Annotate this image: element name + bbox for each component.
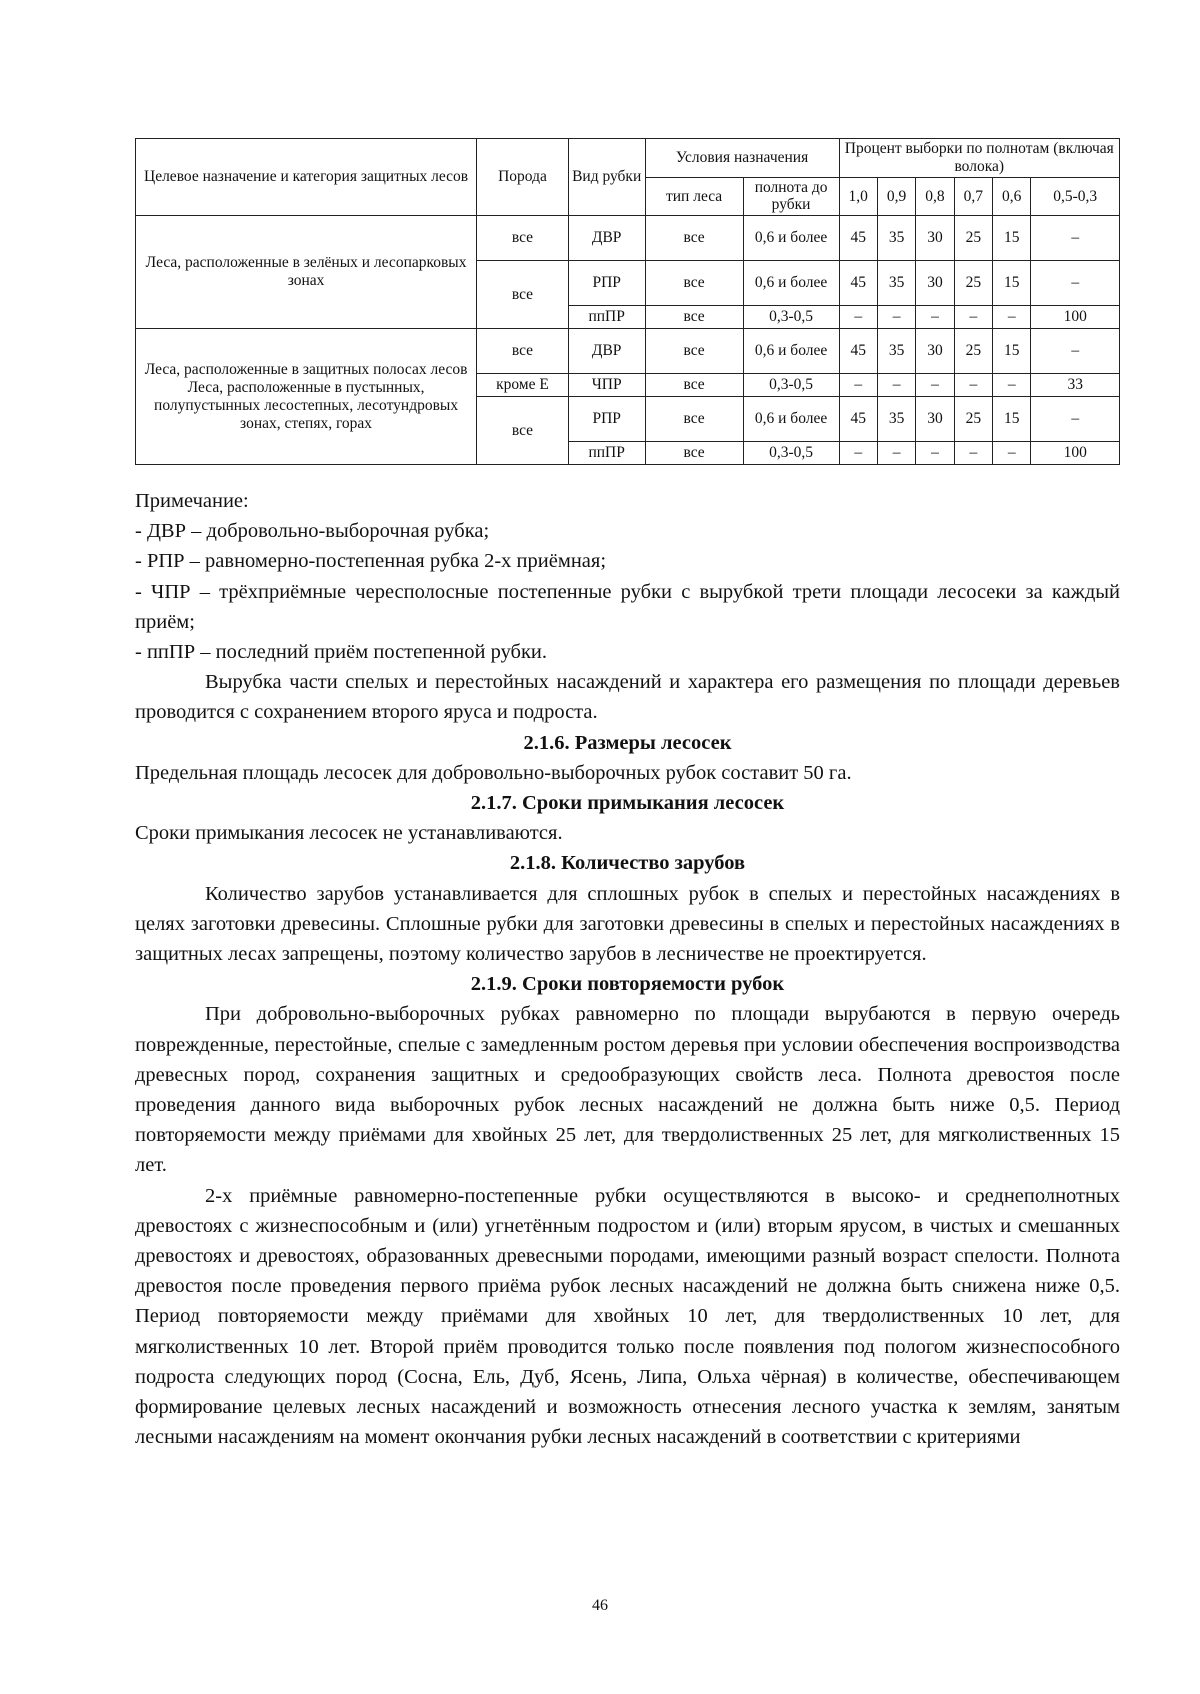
cell-value: 15 <box>993 329 1031 374</box>
cell-value: – <box>954 442 992 465</box>
cell-value: 15 <box>993 397 1031 442</box>
paragraph-2-1-8: Количество зарубов устанавливается для сплошных рубок в спелых и перестойных насаждениях в целях заготовки древесины. Сплошные рубки для заготовки древесины в спелых и перестойных насаждениях в защитных лесах запрещены, поэтому количество зарубов в лесничестве не проектируется. <box>135 882 1120 966</box>
cell-density: 0,6 и более <box>743 261 839 306</box>
note-dvr: - ДВР – добровольно-выборочная рубка; <box>135 520 490 543</box>
cell-type: все <box>645 329 743 374</box>
paragraph-2-1-9-a: При добровольно-выборочных рубках равномерно по площади вырубаются в первую очередь поврежденные, перестойные, спелые с замедленным ростом деревья при условии обеспечения воспроизводства древесных пород, сохранения защитных и средообразующих свойств леса. Полнота древостоя после проведения данного вида выборочных рубок лесных насаждений не должна быть ниже 0,5. Период повторяемости между приёмами для хвойных 25 лет, для твердолиственных 25 лет, для мягколиственных 15 лет. <box>135 1003 1120 1177</box>
cell-value: 30 <box>916 397 954 442</box>
cell-type: все <box>645 374 743 397</box>
cell-value: – <box>839 374 877 397</box>
header-density-0-5-0-3: 0,5-0,3 <box>1031 177 1120 216</box>
group-name: Леса, расположенные в зелёных и лесопарковых зонах <box>136 216 477 329</box>
cell-species: все <box>477 261 569 329</box>
header-density-0-8: 0,8 <box>916 177 954 216</box>
cell-species: все <box>477 397 569 465</box>
cell-value: 35 <box>877 397 915 442</box>
header-species: Порода <box>477 139 569 216</box>
cell-value: – <box>1031 329 1120 374</box>
paragraph-2-1-7: Сроки примыкания лесосек не устанавливаются. <box>135 822 563 845</box>
cell-type: все <box>645 216 743 261</box>
note-pppr: - ппПР – последний приём постепенной рубки. <box>135 641 548 664</box>
cell-value: 30 <box>916 216 954 261</box>
cell-cut: ппПР <box>568 442 645 465</box>
cell-value: – <box>877 374 915 397</box>
body-text <box>135 486 1120 1453</box>
cell-value: 25 <box>954 216 992 261</box>
cell-value: – <box>1031 261 1120 306</box>
cell-species: все <box>477 329 569 374</box>
cell-type: все <box>645 397 743 442</box>
group-name: Леса, расположенные в защитных полосах лесов Леса, расположенные в пустынных, полупустынных лесостепных, лесотундровых зонах, степях, горах <box>136 329 477 465</box>
cell-value: – <box>839 442 877 465</box>
cell-species: кроме Е <box>477 374 569 397</box>
cell-cut: ппПР <box>568 306 645 329</box>
cell-cut: ЧПР <box>568 374 645 397</box>
header-density-1-0: 1,0 <box>839 177 877 216</box>
cell-value: 15 <box>993 261 1031 306</box>
cell-value: – <box>993 306 1031 329</box>
header-purpose: Целевое назначение и категория защитных лесов <box>136 139 477 216</box>
cell-value: – <box>916 442 954 465</box>
cell-value: 45 <box>839 216 877 261</box>
cell-cut: ДВР <box>568 329 645 374</box>
header-density-0-6: 0,6 <box>993 177 1031 216</box>
cell-density: 0,6 и более <box>743 329 839 374</box>
cell-value: – <box>1031 216 1120 261</box>
heading-2-1-8: 2.1.8. Количество зарубов <box>509 852 746 875</box>
paragraph-2-1-9-b: 2-х приёмные равномерно-постепенные рубки осуществляются в высоко- и среднеполнотных древостоях с жизнеспособным и (или) угнетённым подростом и (или) вторым ярусом, в чистых и смешанных древостоях и древостоях, образованных древесными породами, имеющими разный возраст спелости. Полнота древостоя после проведения первого приёма рубок лесных насаждений не должна быть снижена ниже 0,5. Период повторяемости между приёмами для хвойных 10 лет, для твердолиственных 10 лет, для мягколиственных 10 лет. Второй приём проводится только после появления под пологом жизнеспособного подроста следующих пород (Сосна, Ель, Дуб, Ясень, Липа, Ольха чёрная) в количестве, обеспечивающем формирование целевых лесных насаждений и возможность отнесения лесного участка к землям, занятым лесными насаждениям на момент окончания рубки лесных насаждений в соответствии с критериями <box>135 1184 1120 1449</box>
heading-2-1-7: 2.1.7. Сроки примыкания лесосек <box>470 792 785 815</box>
cell-value: 25 <box>954 397 992 442</box>
cell-value: – <box>839 306 877 329</box>
cell-value: 35 <box>877 329 915 374</box>
cell-type: все <box>645 306 743 329</box>
table-row <box>136 329 1120 374</box>
cell-value: 30 <box>916 329 954 374</box>
cell-value: 45 <box>839 329 877 374</box>
cell-value: – <box>916 374 954 397</box>
cell-value: – <box>877 442 915 465</box>
header-conditions: Условия назначения <box>645 139 839 178</box>
cell-type: все <box>645 442 743 465</box>
felling-table <box>135 138 1120 465</box>
heading-2-1-6: 2.1.6. Размеры лесосек <box>523 731 732 754</box>
cell-cut: РПР <box>568 261 645 306</box>
cell-value: 15 <box>993 216 1031 261</box>
cell-value: 35 <box>877 216 915 261</box>
header-forest-type: тип леса <box>645 177 743 216</box>
cell-value: 100 <box>1031 442 1120 465</box>
note-chpr: - ЧПР – трёхприёмные чересполосные постепенные рубки с вырубкой трети площади лесосеки за каждый приём; <box>135 580 1120 633</box>
cell-value: – <box>916 306 954 329</box>
cell-value: 45 <box>839 397 877 442</box>
cell-species: все <box>477 216 569 261</box>
paragraph-2-1-6: Предельная площадь лесосек для добровольно-выборочных рубок составит 50 га. <box>135 761 852 784</box>
cell-value: – <box>1031 397 1120 442</box>
cell-value: 33 <box>1031 374 1120 397</box>
heading-2-1-9: 2.1.9. Сроки повторяемости рубок <box>470 973 785 996</box>
cell-value: 25 <box>954 329 992 374</box>
cell-cut: ДВР <box>568 216 645 261</box>
header-density-0-7: 0,7 <box>954 177 992 216</box>
cell-type: все <box>645 261 743 306</box>
paragraph-retention: Вырубка части спелых и перестойных насаждений и характера его размещения по площади деревьев проводится с сохранением второго яруса и подроста. <box>135 671 1120 724</box>
header-percent: Процент выборки по полнотам (включая волока) <box>839 139 1119 178</box>
cell-cut: РПР <box>568 397 645 442</box>
cell-density: 0,3-0,5 <box>743 306 839 329</box>
cell-value: 100 <box>1031 306 1120 329</box>
header-density-0-9: 0,9 <box>877 177 915 216</box>
cell-value: – <box>993 442 1031 465</box>
cell-value: 30 <box>916 261 954 306</box>
cell-value: – <box>877 306 915 329</box>
cell-density: 0,3-0,5 <box>743 442 839 465</box>
cell-value: – <box>954 306 992 329</box>
cell-density: 0,6 и более <box>743 397 839 442</box>
notes-title: Примечание: <box>135 490 249 512</box>
cell-value: 45 <box>839 261 877 306</box>
cell-value: 25 <box>954 261 992 306</box>
cell-value: 35 <box>877 261 915 306</box>
table-row <box>136 216 1120 261</box>
note-rpr: - РПР – равномерно-постепенная рубка 2-х приёмная; <box>135 550 607 573</box>
header-density-before: полнота до рубки <box>743 177 839 216</box>
page-number: 46 <box>592 1597 608 1614</box>
header-cut-type: Вид рубки <box>568 139 645 216</box>
cell-density: 0,3-0,5 <box>743 374 839 397</box>
cell-value: – <box>954 374 992 397</box>
cell-density: 0,6 и более <box>743 216 839 261</box>
cell-value: – <box>993 374 1031 397</box>
